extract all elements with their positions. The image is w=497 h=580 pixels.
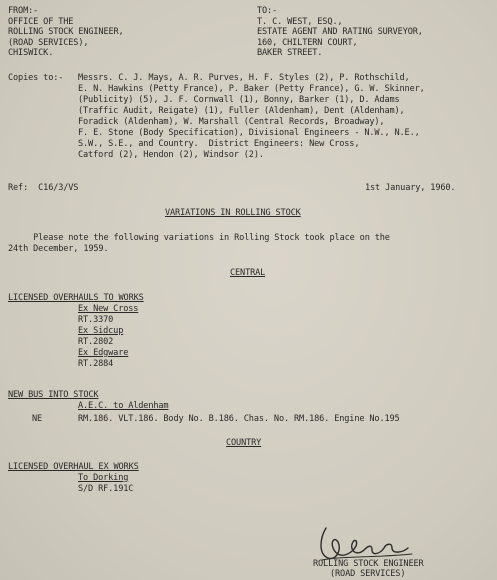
overhaul-origin: Ex Edgware [78,348,129,358]
country-overhaul-heading: LICENSED OVERHAUL EX WORKS [8,462,139,472]
memo-date: 1st January, 1960. [365,183,456,193]
from-label: FROM:- [8,6,39,16]
copies-line: (Publicity) (5), J. F. Cornwall (1), Bonny, Barker (1), D. Adams [78,95,400,105]
signoff-subtitle: (ROAD SERVICES) [330,569,406,579]
copies-line: Catford (2), Hendon (2), Windsor (2). [78,150,264,160]
copies-line: F. E. Stone (Body Specification), Divisional Engineers - N.W., N.E., [78,128,420,138]
from-line: CHISWICK. [8,48,54,58]
new-bus-destination: A.E.C. to Aldenham [78,401,169,411]
copies-line: (Traffic Audit, Reigate) (1), Fuller (Aldenham), Dent (Aldenham), [78,106,405,116]
intro-line: Please note the following variations in Rolling Stock took place on the [8,233,390,243]
to-line: T. C. WEST, ESQ., [257,16,343,27]
memo-title: VARIATIONS IN ROLLING STOCK [165,208,301,218]
overhaul-vehicle: RT.2802 [78,337,114,347]
to-line: BAKER STREET. [257,48,323,58]
signoff-title: ROLLING STOCK ENGINEER [313,559,424,569]
to-line: ESTATE AGENT AND RATING SURVEYOR, [257,27,423,37]
copies-line: E. N. Hawkins (Petty France), P. Baker (Petty France), G. W. Skinner, [78,84,425,94]
copies-line: S.W., S.E., and Country. District Engineers: New Cross, [78,139,360,149]
from-line: (ROAD SERVICES), [8,37,89,48]
overhauls-heading: LICENSED OVERHAULS TO WORKS [8,293,144,303]
from-line: OFFICE OF THE [8,16,74,27]
country-vehicle: S/D RF.191C [78,484,134,494]
new-bus-heading: NEW BUS INTO STOCK [8,390,99,400]
country-destination: To Dorking [78,473,129,483]
copies-line: Foradick (Aldenham), W. Marshall (Central Records, Broadway), [78,117,385,127]
new-bus-detail: RM.186. VLT.186. Body No. B.186. Chas. No. RM.186. Engine No.195 [78,414,400,424]
new-bus-code: NE [32,414,43,424]
overhaul-vehicle: RT.3370 [78,315,114,325]
intro-line: 24th December, 1959. [8,244,109,254]
section-heading-country: COUNTRY [226,438,262,448]
section-heading-central: CENTRAL [230,268,266,278]
copies-label: Copies to:- [8,73,64,83]
to-label: TO:- [257,6,278,16]
to-line: 160, CHILTERN COURT, [257,37,358,48]
reference: Ref: C16/3/VS [8,183,79,193]
overhaul-vehicle: RT.2884 [78,359,114,369]
overhaul-origin: Ex New Cross [78,304,139,314]
from-line: ROLLING STOCK ENGINEER, [8,27,124,37]
copies-line: Messrs. C. J. Mays, A. R. Purves, H. F. Styles (2), P. Rothschild, [78,73,410,83]
overhaul-origin: Ex Sidcup [78,326,124,336]
